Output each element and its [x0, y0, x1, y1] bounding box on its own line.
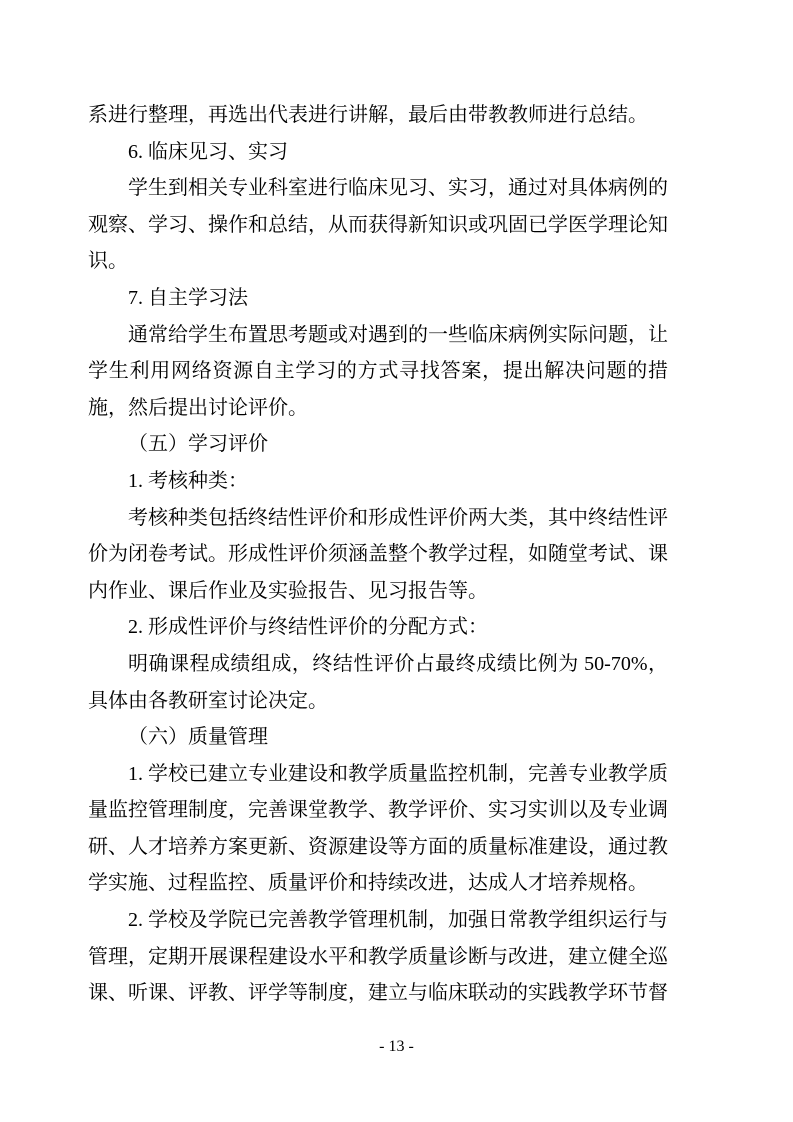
- quality-item-2-paragraph: 2. 学校及学院已完善教学管理机制，加强日常教学组织运行与管理，定期开展课程建设水平和教学质量诊断与改进，建立健全巡课、听课、评教、评学等制度，建立与临床联动的实践教学环节督: [88, 909, 668, 1005]
- document-body: [88, 97, 668, 1012]
- page-number: - 13 -: [379, 1038, 414, 1055]
- page-footer: [0, 1036, 793, 1058]
- eval-item-2-title: 2. 形成性评价与终结性评价的分配方式：: [128, 616, 488, 639]
- eval-item-1-body: 考核种类包括终结性评价和形成性评价两大类，其中终结性评价为闭卷考试。形成性评价须涵盖整个教学过程，如随堂考试、课内作业、课后作业及实验报告、见习报告等。: [88, 506, 668, 602]
- item-7-title: 7. 自主学习法: [128, 286, 248, 309]
- paragraph-continuation: 系进行整理，再选出代表进行讲解，最后由带教教师进行总结。: [88, 104, 648, 126]
- eval-item-2-body: 明确课程成绩组成，终结性评价占最终成绩比例为 50-70%，具体由各教研室讨论决定。: [88, 652, 668, 712]
- item-7-body: 通常给学生布置思考题或对遇到的一些临床病例实际问题，让学生利用网络资源自主学习的方式寻找答案，提出解决问题的措施，然后提出讨论评价。: [88, 323, 668, 419]
- section-5-heading: （五）学习评价: [128, 433, 268, 456]
- section-6-heading: （六）质量管理: [128, 726, 268, 749]
- quality-item-1-paragraph: 1. 学校已建立专业建设和教学质量监控机制，完善专业教学质量监控管理制度，完善课堂教学、教学评价、实习实训以及专业调研、人才培养方案更新、资源建设等方面的质量标准建设，通过教学实施、过程监控、质量评价和持续改进，达成人才培养规格。: [88, 762, 668, 895]
- item-6-body: 学生到相关专业科室进行临床见习、实习，通过对具体病例的观察、学习、操作和总结，从而获得新知识或巩固已学医学理论知识。: [88, 177, 668, 273]
- item-6-title: 6. 临床见习、实习: [128, 140, 288, 163]
- eval-item-1-title: 1. 考核种类：: [128, 469, 248, 492]
